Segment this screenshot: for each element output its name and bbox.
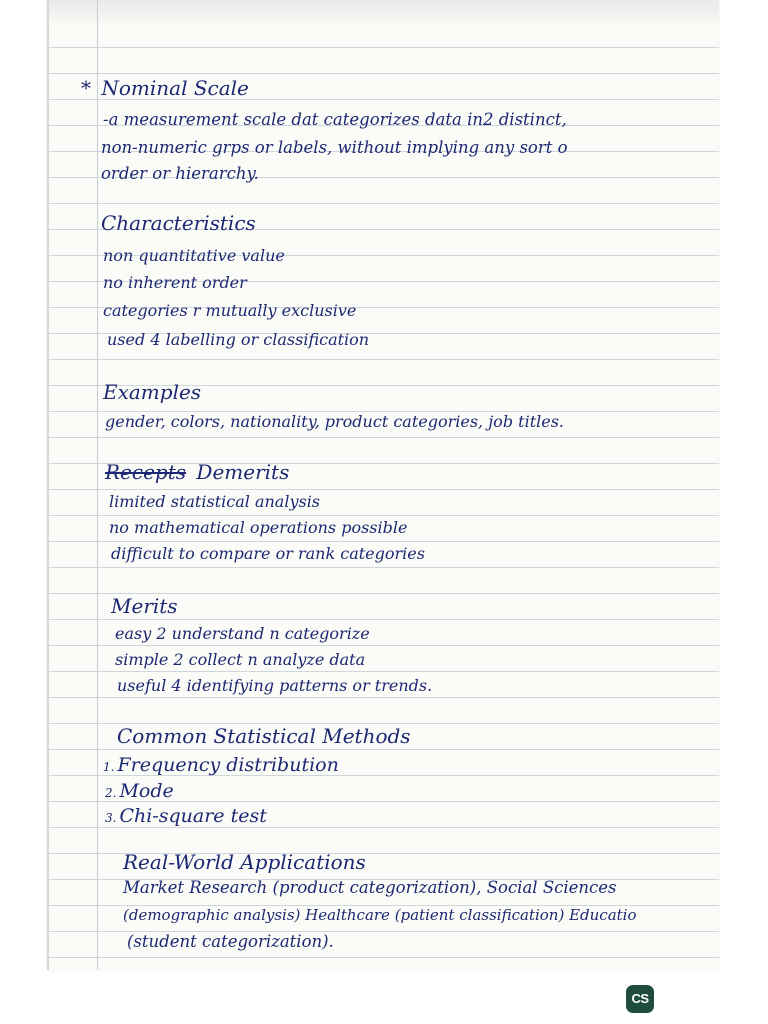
item-number: 2. — [105, 786, 117, 800]
examples-heading: Examples — [103, 380, 202, 404]
demerits-item: difficult to compare or rank categories — [111, 544, 425, 563]
characteristics-item: non quantitative value — [103, 246, 285, 265]
notebook-page — [47, 0, 719, 970]
item-text: Frequency distribution — [117, 754, 339, 776]
page-top-shadow — [47, 0, 719, 22]
item-text: Chi-square test — [119, 805, 267, 827]
definition-line-1: -a measurement scale dat categorizes data in2 distinct, — [103, 110, 567, 129]
applications-line: (demographic analysis) Healthcare (patient classification) Educatio — [123, 906, 637, 924]
item-text: Mode — [119, 780, 174, 802]
struck-word: Recepts — [105, 460, 187, 484]
demerits-item: no mathematical operations possible — [109, 518, 408, 537]
item-number: 3. — [105, 811, 117, 825]
characteristics-heading: Characteristics — [101, 211, 256, 235]
demerits-item: limited statistical analysis — [109, 492, 321, 511]
page-left-edge — [47, 0, 49, 970]
applications-line: (student categorization). — [127, 932, 334, 951]
characteristics-item: no inherent order — [103, 273, 247, 292]
methods-item — [105, 806, 267, 828]
definition-line-3: order or hierarchy. — [101, 164, 259, 183]
merits-item: useful 4 identifying patterns or trends. — [117, 676, 433, 695]
merits-heading: Merits — [111, 594, 178, 618]
item-number: 1. — [103, 760, 115, 774]
merits-item: easy 2 understand n categorize — [115, 624, 370, 643]
demerits-heading-line — [105, 460, 289, 484]
margin-rule — [97, 0, 98, 970]
methods-item — [105, 781, 174, 803]
methods-item — [103, 755, 339, 777]
applications-line: Market Research (product categorization), Social Sciences — [123, 878, 617, 897]
camscanner-logo: CS — [626, 985, 654, 1013]
characteristics-item: categories r mutually exclusive — [103, 301, 357, 320]
applications-heading: Real-World Applications — [123, 850, 366, 874]
title-line — [81, 76, 249, 100]
definition-line-2: non-numeric grps or labels, without implying any sort o — [101, 138, 568, 157]
page-title: Nominal Scale — [101, 76, 249, 100]
characteristics-item: used 4 labelling or classification — [107, 330, 370, 349]
examples-item: gender, colors, nationality, product categories, job titles. — [105, 412, 564, 431]
methods-heading: Common Statistical Methods — [117, 724, 411, 748]
title-bullet: * — [81, 76, 91, 100]
demerits-heading: Demerits — [196, 460, 290, 484]
merits-item: simple 2 collect n analyze data — [115, 650, 366, 669]
